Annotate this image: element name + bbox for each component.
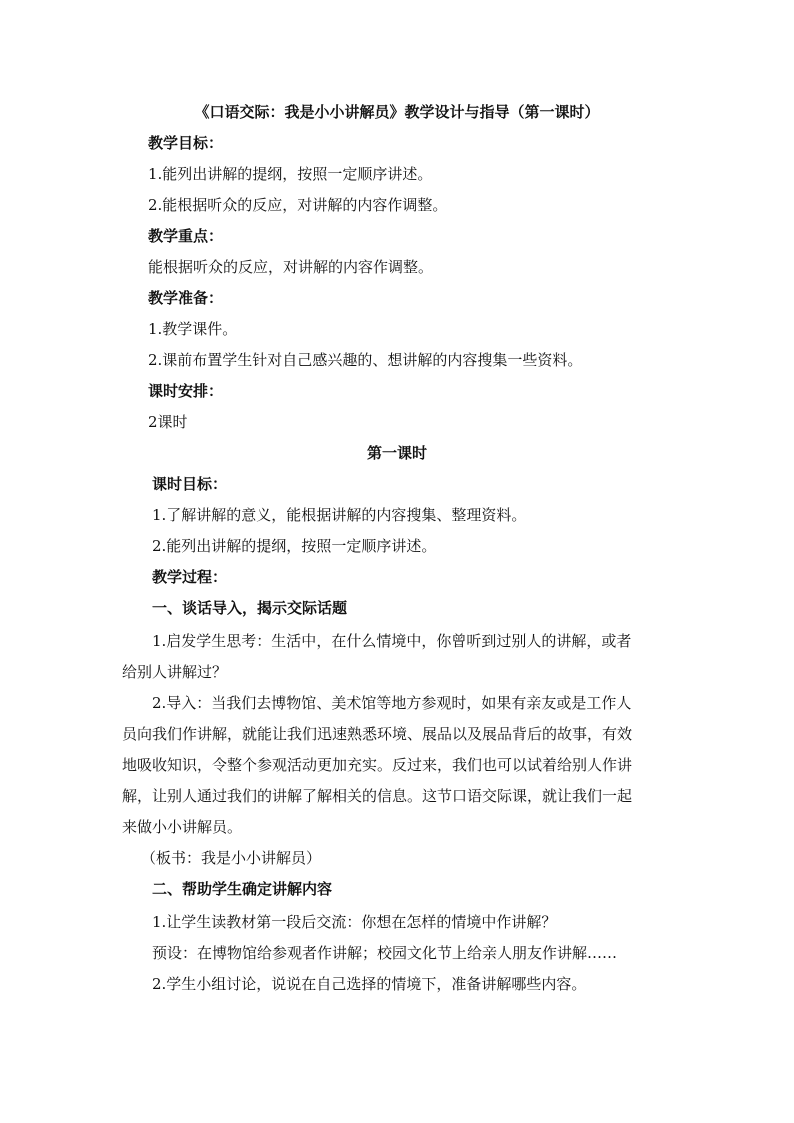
key-points-heading: 教学重点： xyxy=(148,227,224,245)
key-points-text: 能根据听众的反应，对讲解的内容作调整。 xyxy=(148,258,434,276)
objective-item: 1.能列出讲解的提纲，按照一定顺序讲述。 xyxy=(148,165,433,183)
paragraph-line: 给别人讲解过？ xyxy=(122,663,228,681)
preparation-item: 1.教学课件。 xyxy=(148,320,238,338)
board-note: （板书：我是小小讲解员） xyxy=(141,849,322,867)
lesson-objectives-heading: 课时目标： xyxy=(152,475,228,493)
schedule-heading: 课时安排： xyxy=(148,382,224,400)
paragraph-line: 地吸收知识，令整个参观活动更加充实。反过来，我们也可以试着给别人作讲 xyxy=(122,756,633,774)
objectives-heading: 教学目标： xyxy=(148,134,224,152)
process-heading: 教学过程： xyxy=(152,568,228,586)
paragraph-line: 员向我们作讲解，就能让我们迅速熟悉环境、展品以及展品背后的故事，有效 xyxy=(122,725,633,743)
section2-item: 预设：在博物馆给参观者作讲解；校园文化节上给亲人朋友作讲解…… xyxy=(152,944,618,962)
schedule-text: 2课时 xyxy=(148,413,188,431)
section1-heading: 一、谈话导入，揭示交际话题 xyxy=(152,599,348,617)
section2-item: 1.让学生读教材第一段后交流：你想在怎样的情境中作讲解？ xyxy=(152,913,557,931)
section2-heading: 二、帮助学生确定讲解内容 xyxy=(152,880,333,898)
document-title: 《口语交际：我是小小讲解员》教学设计与指导（第一课时） xyxy=(194,103,600,121)
lesson-heading: 第一课时 xyxy=(366,444,427,462)
lesson-objective-item: 1.了解讲解的意义，能根据讲解的内容搜集、整理资料。 xyxy=(152,506,527,524)
objective-item: 2.能根据听众的反应，对讲解的内容作调整。 xyxy=(148,196,448,214)
section2-item: 2.学生小组讨论，说说在自己选择的情境下，准备讲解哪些内容。 xyxy=(152,975,587,993)
preparation-heading: 教学准备： xyxy=(148,289,224,307)
paragraph-line: 1.启发学生思考：生活中，在什么情境中，你曾听到过别人的讲解，或者 xyxy=(152,632,632,650)
paragraph-line: 解，让别人通过我们的讲解了解相关的信息。这节口语交际课，就让我们一起 xyxy=(122,787,633,805)
paragraph-line: 2.导入：当我们去博物馆、美术馆等地方参观时，如果有亲友或是工作人 xyxy=(152,694,632,712)
preparation-item: 2.课前布置学生针对自己感兴趣的、想讲解的内容搜集一些资料。 xyxy=(148,351,583,369)
lesson-objective-item: 2.能列出讲解的提纲，按照一定顺序讲述。 xyxy=(152,537,437,555)
paragraph-line: 来做小小讲解员。 xyxy=(122,818,243,836)
